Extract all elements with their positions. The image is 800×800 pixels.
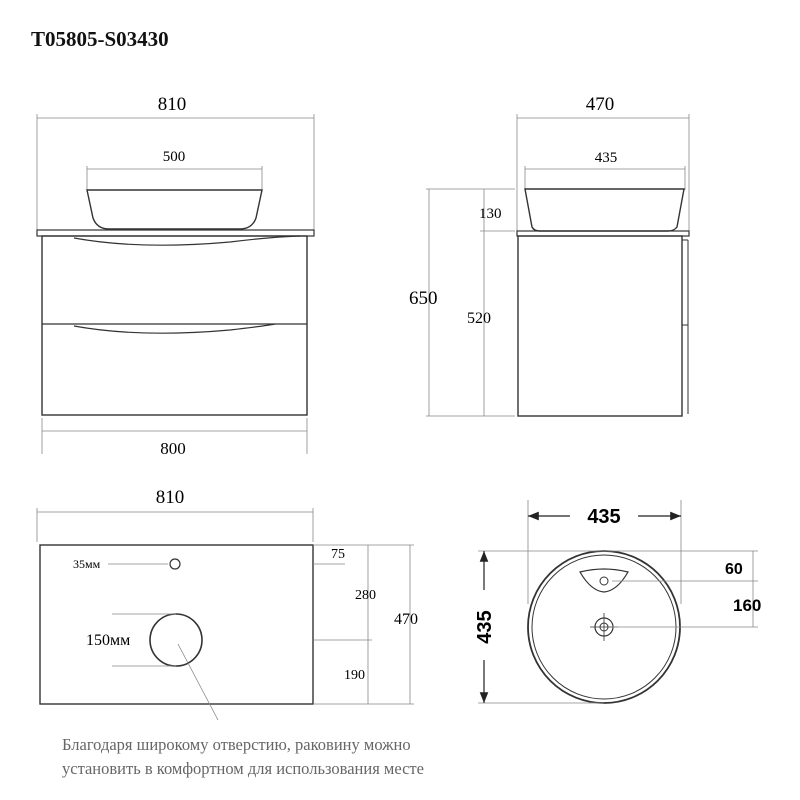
side-dim-470: 470 [585,94,615,115]
front-dim-800: 800 [160,439,186,458]
basin-dim-160: 160 [733,596,762,615]
basin-dim-435-vertical: 435 [474,610,496,644]
front-dim-500: 500 [162,149,186,165]
side-view [426,114,689,416]
note-line-2: установить в комфортном для использования месте [62,759,424,778]
sink-hole-label: 150мм [86,632,131,649]
front-basin [87,190,262,229]
front-drawer2-handle-curve [74,324,275,333]
front-dim-810: 810 [157,94,187,115]
side-dim-435: 435 [594,150,618,166]
top-dim-810: 810 [155,487,185,508]
top-view [37,508,414,720]
top-tap-hole [170,559,180,569]
top-dim-280: 280 [355,588,376,603]
side-dim-130: 130 [479,206,502,222]
basin-overflow [580,569,628,592]
side-countertop [517,231,689,236]
side-dim-650: 650 [409,288,438,309]
basin-top-view [478,500,758,703]
side-cabinet [518,236,682,416]
side-dim-520: 520 [467,310,491,327]
top-dim-75: 75 [331,547,345,562]
side-basin [525,189,684,231]
front-drawer1-handle-curve [74,236,300,245]
top-dim-470: 470 [394,611,418,628]
drawing-title: T05805-S03430 [31,27,169,51]
top-hole-pointer [178,644,218,720]
front-view [37,114,314,454]
tap-hole-label: 35мм [73,557,101,571]
basin-dim-60: 60 [725,561,743,578]
top-sink-hole [150,614,202,666]
basin-overflow-hole [600,577,608,585]
note-text [62,733,582,781]
basin-dim-435-horizontal: 435 [587,506,621,528]
note-line-1: Благодаря широкому отверстию, раковину можно [62,735,411,754]
front-countertop [37,230,314,236]
top-dim-190: 190 [344,668,365,683]
